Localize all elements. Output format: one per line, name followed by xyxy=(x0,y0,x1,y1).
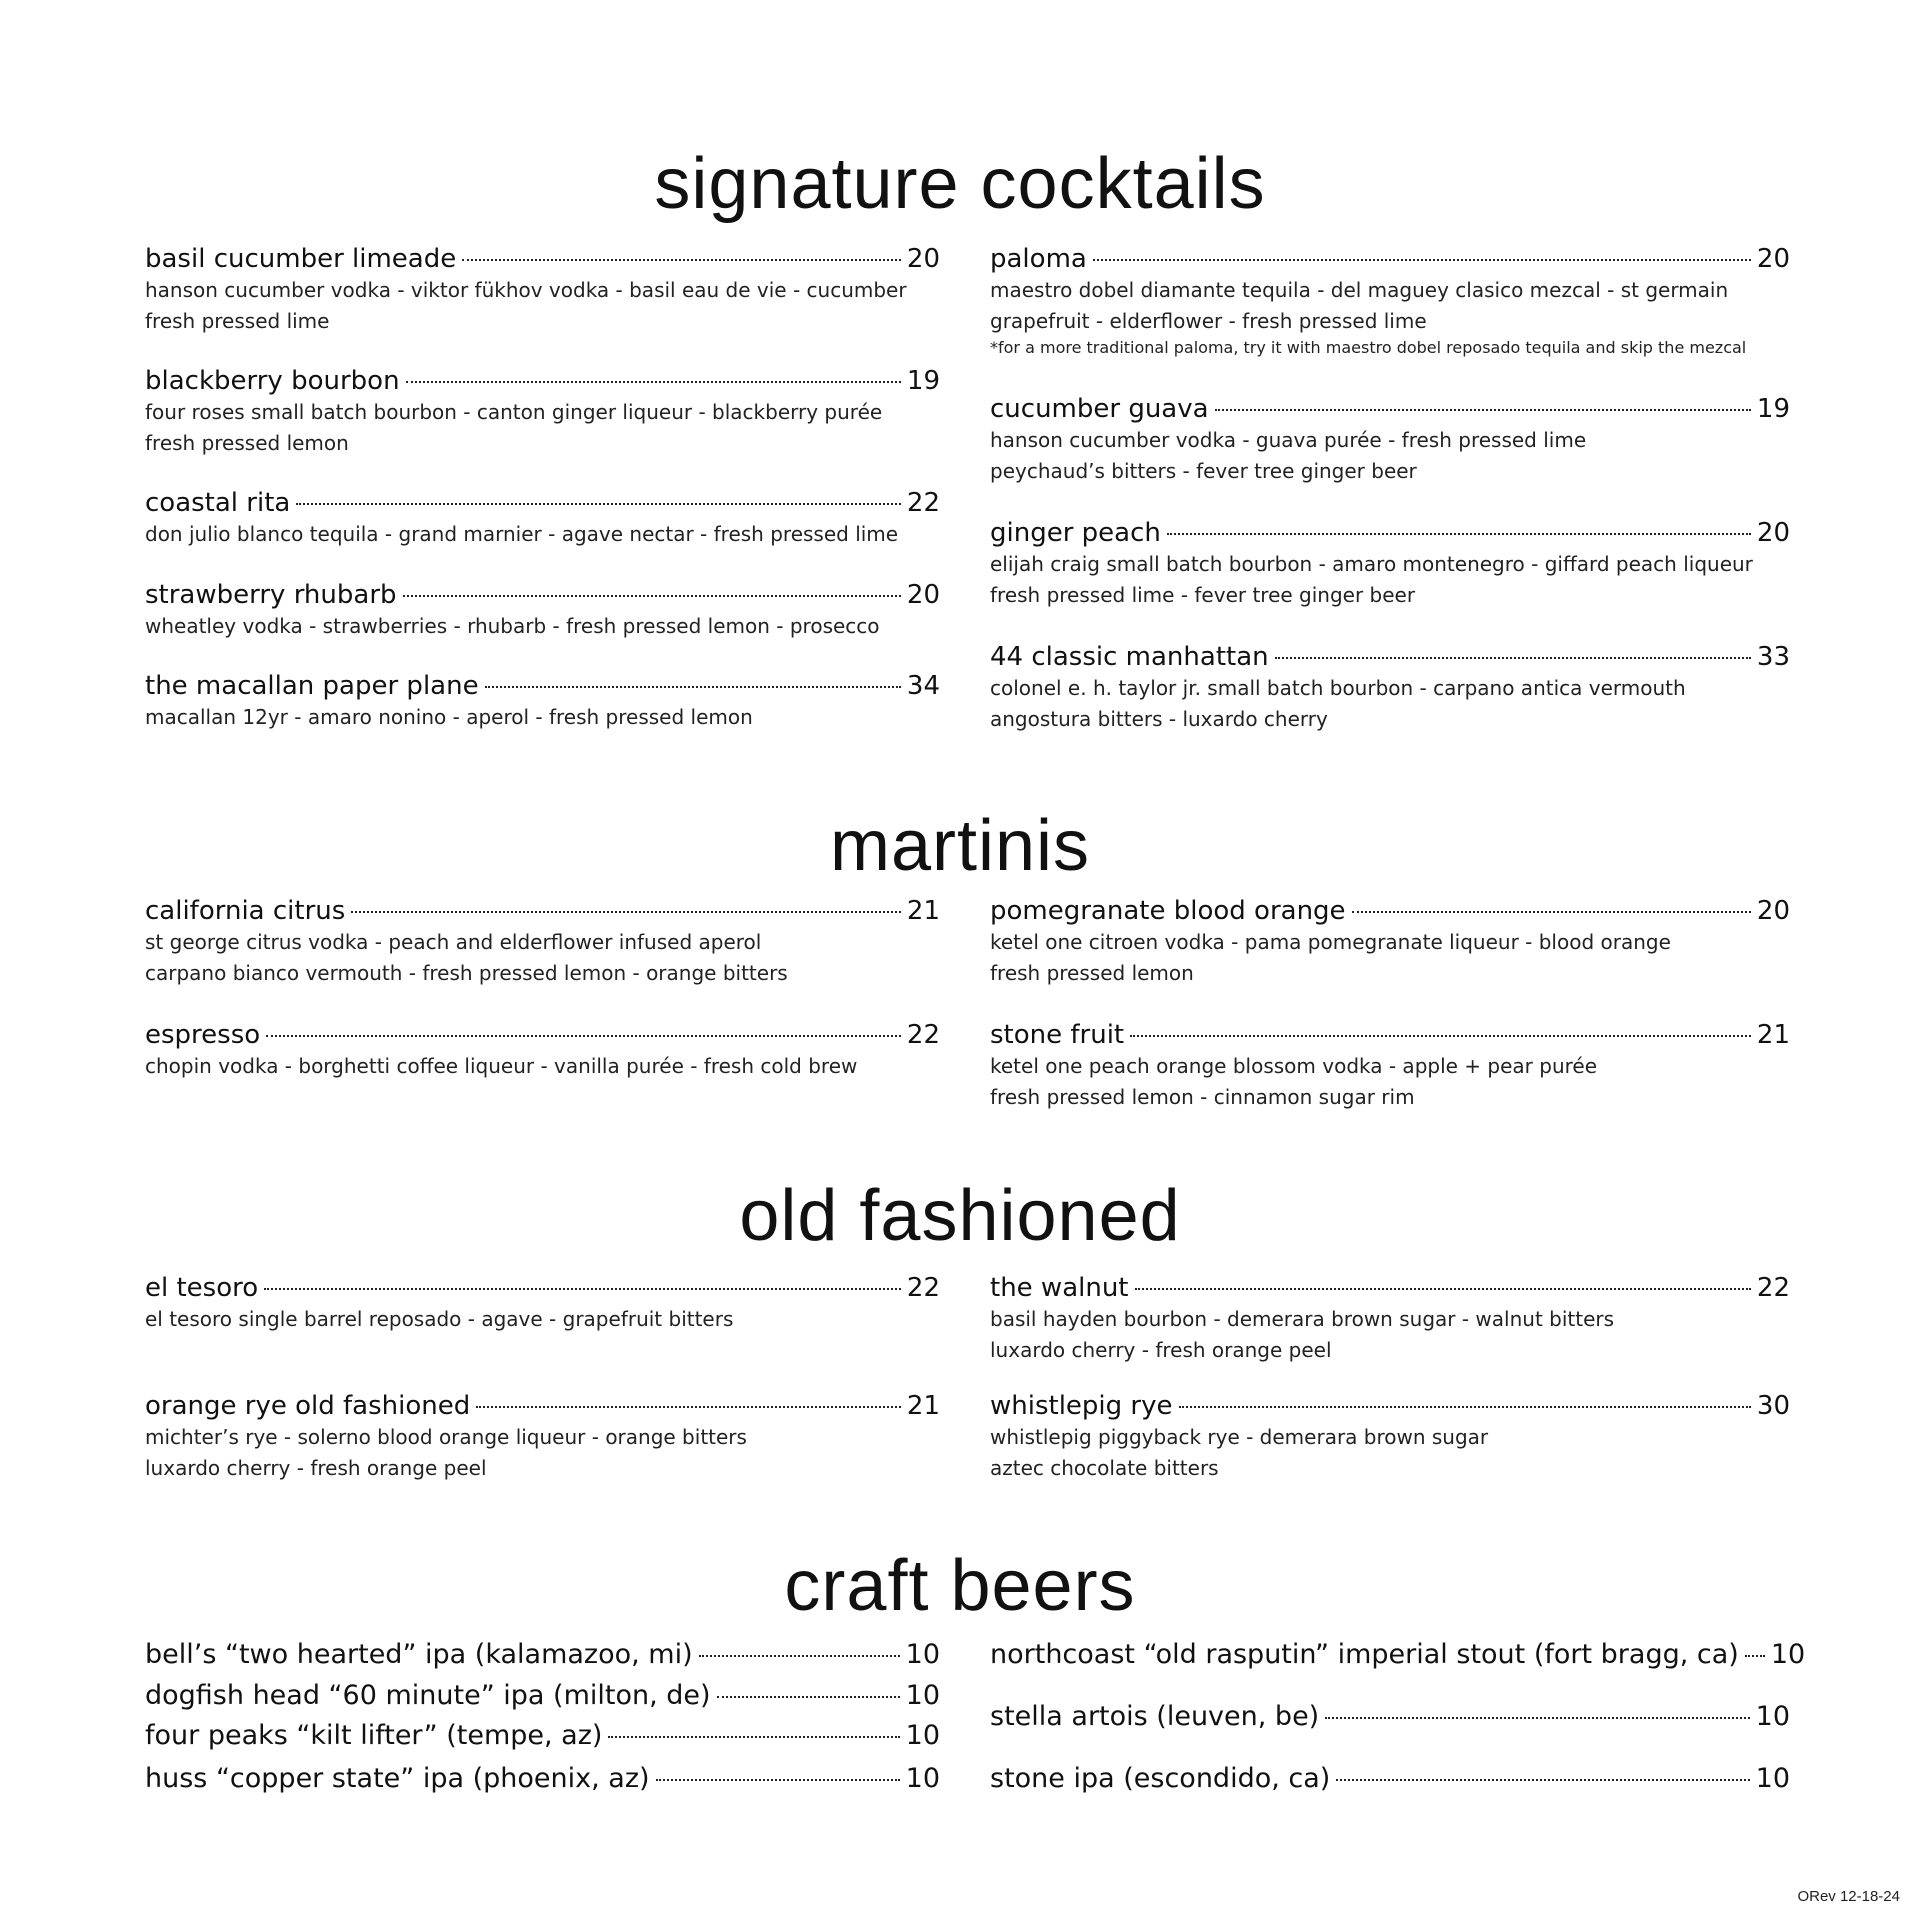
item-description: fresh pressed lemon xyxy=(145,431,349,455)
menu-item xyxy=(990,1272,1790,1366)
item-description: aztec chocolate bitters xyxy=(990,1456,1219,1480)
item-price: 10 xyxy=(1755,1701,1790,1732)
dot-leader xyxy=(1352,911,1751,913)
item-description: angostura bitters - luxardo cherry xyxy=(990,707,1328,731)
menu-item xyxy=(990,393,1790,487)
item-description: michter’s rye - solerno blood orange liqueur - orange bitters xyxy=(145,1425,747,1449)
dot-leader xyxy=(1336,1779,1749,1781)
item-price: 21 xyxy=(906,1391,940,1421)
menu-item xyxy=(990,641,1790,735)
dot-leader xyxy=(1215,409,1751,411)
item-price: 30 xyxy=(1756,1391,1790,1421)
item-name: 44 classic manhattan xyxy=(990,642,1269,672)
menu-item xyxy=(145,243,940,337)
item-price: 22 xyxy=(906,1020,940,1050)
menu-item xyxy=(145,579,940,642)
item-price: 21 xyxy=(1756,1020,1790,1050)
item-price: 34 xyxy=(906,671,940,701)
item-name: strawberry rhubarb xyxy=(145,580,397,610)
item-price: 22 xyxy=(1756,1273,1790,1303)
dot-leader xyxy=(1275,657,1751,659)
item-name: california citrus xyxy=(145,896,346,926)
item-description: ketel one citroen vodka - pama pomegranate liqueur - blood orange xyxy=(990,930,1671,954)
item-name: bell’s “two hearted” ipa (kalamazoo, mi) xyxy=(145,1639,693,1670)
item-price: 21 xyxy=(906,896,940,926)
item-name: four peaks “kilt lifter” (tempe, az) xyxy=(145,1720,603,1751)
item-price: 10 xyxy=(905,1639,940,1670)
item-price: 10 xyxy=(1755,1763,1790,1794)
beer-item xyxy=(990,1762,1790,1796)
menu-item xyxy=(145,1019,940,1082)
item-description: elijah craig small batch bourbon - amaro montenegro - giffard peach liqueur xyxy=(990,552,1753,576)
dot-leader xyxy=(266,1035,901,1037)
item-note: *for a more traditional paloma, try it with maestro dobel reposado tequila and skip the mezcal xyxy=(990,338,1747,357)
item-name: the walnut xyxy=(990,1273,1129,1303)
item-price: 20 xyxy=(1756,896,1790,926)
item-price: 10 xyxy=(905,1763,940,1794)
dot-leader xyxy=(1130,1035,1751,1037)
item-description: hanson cucumber vodka - guava purée - fresh pressed lime xyxy=(990,428,1587,452)
menu-item xyxy=(145,895,940,989)
item-price: 20 xyxy=(906,580,940,610)
dot-leader xyxy=(406,381,901,383)
item-description: peychaud’s bitters - fever tree ginger beer xyxy=(990,459,1417,483)
item-description: luxardo cherry - fresh orange peel xyxy=(145,1456,487,1480)
item-description: maestro dobel diamante tequila - del maguey clasico mezcal - st germain xyxy=(990,278,1729,302)
item-name: cucumber guava xyxy=(990,394,1209,424)
item-price: 10 xyxy=(905,1680,940,1711)
beer-item xyxy=(990,1700,1790,1734)
section-title-martinis: martinis xyxy=(829,806,1091,886)
item-name: ginger peach xyxy=(990,518,1161,548)
item-name: huss “copper state” ipa (phoenix, az) xyxy=(145,1763,650,1794)
item-name: blackberry bourbon xyxy=(145,366,400,396)
menu-item xyxy=(990,517,1790,611)
menu-item xyxy=(990,1019,1790,1113)
item-description: wheatley vodka - strawberries - rhubarb - fresh pressed lemon - prosecco xyxy=(145,614,880,638)
item-description: hanson cucumber vodka - viktor fükhov vodka - basil eau de vie - cucumber xyxy=(145,278,907,302)
dot-leader xyxy=(264,1288,901,1290)
item-name: pomegranate blood orange xyxy=(990,896,1346,926)
item-description: el tesoro single barrel reposado - agave - grapefruit bitters xyxy=(145,1307,734,1331)
menu-item xyxy=(145,1272,940,1335)
item-description: fresh pressed lime xyxy=(145,309,330,333)
item-description: fresh pressed lemon xyxy=(990,961,1194,985)
dot-leader xyxy=(296,503,901,505)
item-price: 22 xyxy=(906,1273,940,1303)
item-price: 20 xyxy=(1756,518,1790,548)
beer-item xyxy=(145,1638,940,1672)
item-price: 19 xyxy=(1756,394,1790,424)
item-name: espresso xyxy=(145,1020,261,1050)
item-description: grapefruit - elderflower - fresh pressed lime xyxy=(990,309,1427,333)
menu-item xyxy=(145,487,940,550)
item-name: coastal rita xyxy=(145,488,291,518)
menu-item xyxy=(145,670,940,733)
section-title-signature-cocktails: signature cocktails xyxy=(654,144,1266,224)
item-description: st george citrus vodka - peach and elderflower infused aperol xyxy=(145,930,762,954)
menu-item xyxy=(990,1390,1790,1484)
item-description: colonel e. h. taylor jr. small batch bourbon - carpano antica vermouth xyxy=(990,676,1686,700)
item-name: stone fruit xyxy=(990,1020,1125,1050)
item-name: orange rye old fashioned xyxy=(145,1391,471,1421)
dot-leader xyxy=(462,259,901,261)
beer-item xyxy=(145,1762,940,1796)
item-name: el tesoro xyxy=(145,1273,259,1303)
dot-leader xyxy=(1135,1288,1751,1290)
dot-leader xyxy=(1093,259,1751,261)
item-description: macallan 12yr - amaro nonino - aperol - fresh pressed lemon xyxy=(145,705,753,729)
menu-item xyxy=(145,1390,940,1484)
item-price: 10 xyxy=(1770,1639,1806,1670)
item-name: the macallan paper plane xyxy=(145,671,479,701)
beer-item xyxy=(145,1679,940,1713)
dot-leader xyxy=(1167,533,1751,535)
item-description: whistlepig piggyback rye - demerara brown sugar xyxy=(990,1425,1489,1449)
dot-leader xyxy=(351,911,901,913)
item-name: paloma xyxy=(990,244,1087,274)
dot-leader xyxy=(476,1406,901,1408)
item-price: 33 xyxy=(1756,642,1790,672)
dot-leader xyxy=(485,686,901,688)
item-description: luxardo cherry - fresh orange peel xyxy=(990,1338,1332,1362)
dot-leader xyxy=(1745,1655,1765,1657)
dot-leader xyxy=(1179,1406,1751,1408)
menu-item xyxy=(145,365,940,459)
dot-leader xyxy=(717,1696,900,1698)
menu-item xyxy=(990,895,1790,989)
dot-leader xyxy=(656,1779,900,1781)
beer-item xyxy=(145,1719,940,1753)
item-name: dogfish head “60 minute” ipa (milton, de) xyxy=(145,1680,711,1711)
item-price: 10 xyxy=(905,1720,940,1751)
item-price: 19 xyxy=(906,366,940,396)
item-description: chopin vodka - borghetti coffee liqueur - vanilla purée - fresh cold brew xyxy=(145,1054,858,1078)
item-description: four roses small batch bourbon - canton ginger liqueur - blackberry purée xyxy=(145,400,883,424)
dot-leader xyxy=(699,1655,900,1657)
item-price: 20 xyxy=(1756,244,1790,274)
item-description: don julio blanco tequila - grand marnier - agave nectar - fresh pressed lime xyxy=(145,522,899,546)
item-price: 20 xyxy=(906,244,940,274)
item-description: ketel one peach orange blossom vodka - apple + pear purée xyxy=(990,1054,1598,1078)
dot-leader xyxy=(403,595,901,597)
menu-item xyxy=(990,243,1790,359)
item-name: basil cucumber limeade xyxy=(145,244,457,274)
dot-leader xyxy=(1325,1717,1749,1719)
item-description: basil hayden bourbon - demerara brown sugar - walnut bitters xyxy=(990,1307,1615,1331)
section-title-craft-beers: craft beers xyxy=(784,1546,1136,1626)
item-name: stella artois (leuven, be) xyxy=(990,1701,1320,1732)
item-description: fresh pressed lime - fever tree ginger beer xyxy=(990,583,1416,607)
item-description: carpano bianco vermouth - fresh pressed lemon - orange bitters xyxy=(145,961,788,985)
section-title-old-fashioned: old fashioned xyxy=(739,1176,1181,1256)
item-price: 22 xyxy=(906,488,940,518)
item-name: stone ipa (escondido, ca) xyxy=(990,1763,1331,1794)
item-name: northcoast “old rasputin” imperial stout (fort bragg, ca) xyxy=(990,1639,1739,1670)
dot-leader xyxy=(608,1736,899,1738)
revision-footer: ORev 12-18-24 xyxy=(1797,1888,1900,1905)
item-name: whistlepig rye xyxy=(990,1391,1173,1421)
item-description: fresh pressed lemon - cinnamon sugar rim xyxy=(990,1085,1415,1109)
beer-item xyxy=(990,1638,1806,1672)
